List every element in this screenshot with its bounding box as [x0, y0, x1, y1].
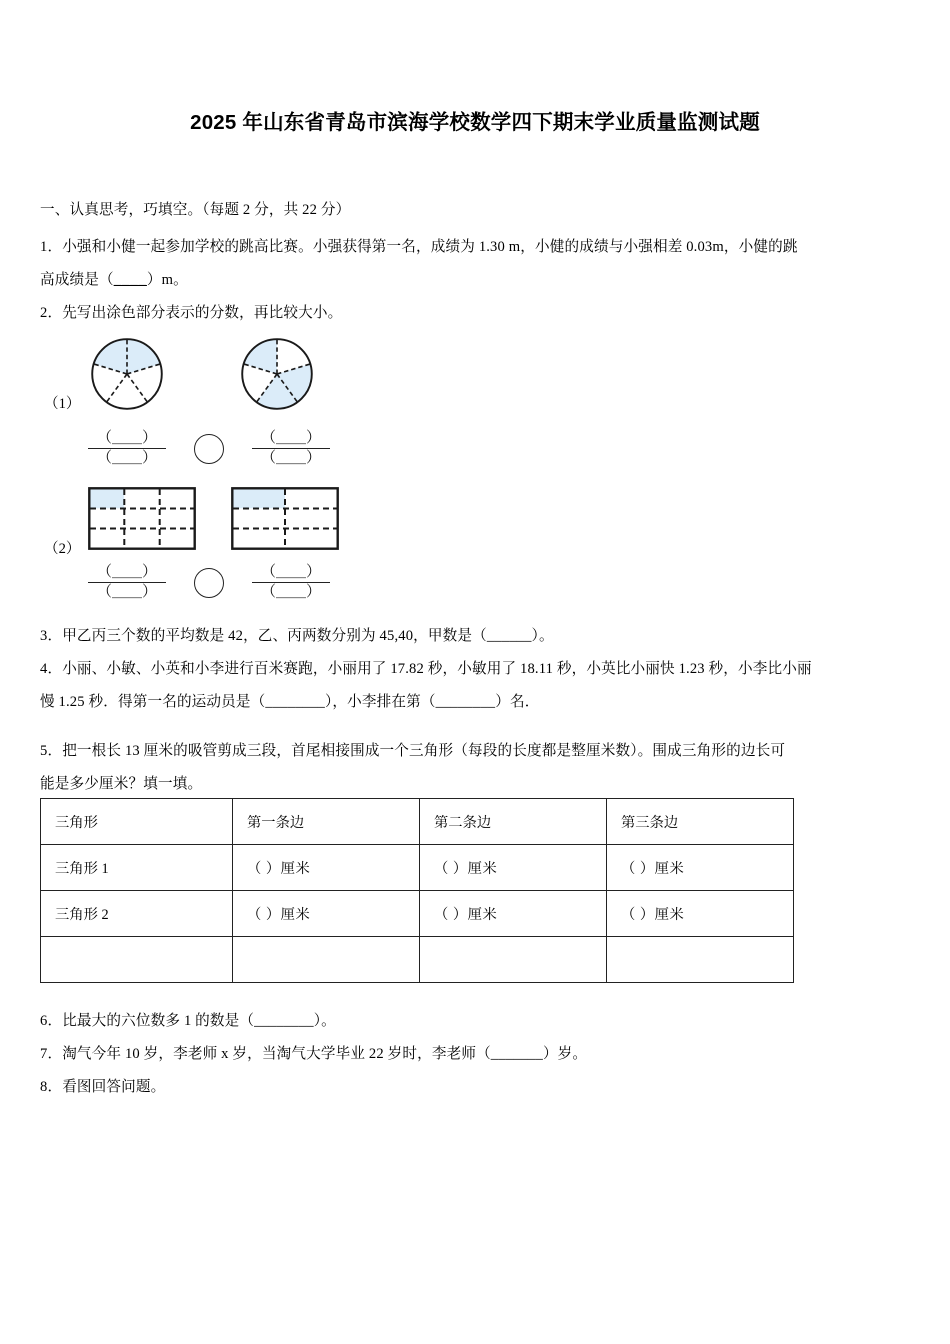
table-row-label: 三角形 2 — [41, 891, 233, 937]
fraction-numerator-blank[interactable]: （＿＿） — [260, 430, 321, 446]
table-cell-answer-blank[interactable]: （ ）厘米 — [420, 891, 607, 937]
table-cell-answer-blank[interactable]: （ ）厘米 — [607, 845, 794, 891]
question-5-line-1: 5．把一根长 13 厘米的吸管剪成三段，首尾相接围成一个三角形（每段的长度都是整厘米数）。围成三角形的边长可 — [40, 743, 786, 759]
table-row-empty — [41, 937, 794, 983]
pie-circle-right-three-fifths-icon — [240, 337, 314, 411]
table-cell-answer-blank[interactable]: （ ）厘米 — [607, 891, 794, 937]
fraction-blank-row1-left[interactable] — [79, 430, 175, 467]
fraction-denominator-blank[interactable]: （＿＿） — [96, 584, 157, 600]
table-row-label[interactable] — [41, 937, 233, 983]
question-1-line-2 — [40, 264, 188, 297]
table-cell-answer-blank[interactable]: （ ）厘米 — [233, 845, 420, 891]
fraction-denominator-blank[interactable]: （＿＿） — [260, 584, 321, 600]
compare-symbol-circle-row2[interactable] — [194, 568, 224, 598]
question-7-line-1: 7．淘气今年 10 岁，李老师 x 岁，当淘气大学毕业 22 岁时，李老师（_______）岁。 — [40, 1046, 588, 1062]
question-1-answer-blank[interactable]: ____ — [113, 272, 147, 288]
pie-circle-left-two-fifths-icon — [90, 337, 164, 411]
page-title: 2025 年山东省青岛市滨海学校数学四下期末学业质量监测试题 — [190, 111, 760, 134]
question-2-subitem-1-label: （1） — [44, 396, 81, 412]
question-2-subitem-2-label: （2） — [44, 541, 81, 557]
table-cell-answer-blank[interactable]: （ ）厘米 — [233, 891, 420, 937]
question-1-line-1: 1．小强和小健一起参加学校的跳高比赛。小强获得第一名，成绩为 1.30 m，小健的成绩与小强相差 0.03m，小健的跳 — [40, 239, 798, 255]
section-heading-fill-in-blanks: 一、认真思考，巧填空。（每题 2 分，共 22 分） — [40, 202, 351, 218]
fraction-bar — [252, 448, 330, 449]
table-header-cell: 三角形 — [41, 799, 233, 845]
table-cell-answer-blank[interactable] — [233, 937, 420, 983]
fraction-bar — [252, 582, 330, 583]
question-3-line-1: 3．甲乙丙三个数的平均数是 42，乙、丙两数分别为 45,40，甲数是（______）。 — [40, 628, 554, 644]
table-cell-answer-blank[interactable]: （ ）厘米 — [420, 845, 607, 891]
compare-symbol-circle-row1[interactable] — [194, 434, 224, 464]
triangle-sides-table — [40, 798, 794, 983]
fraction-bar — [88, 582, 166, 583]
fraction-bar — [88, 448, 166, 449]
fraction-denominator-blank[interactable]: （＿＿） — [260, 450, 321, 466]
table-cell-answer-blank[interactable] — [607, 937, 794, 983]
fraction-numerator-blank[interactable]: （＿＿） — [260, 564, 321, 580]
question-1-text-after-blank: ）m。 — [146, 272, 188, 288]
fraction-numerator-blank[interactable]: （＿＿） — [96, 564, 157, 580]
question-1-text-before-blank: 高成绩是（ — [40, 272, 114, 288]
fraction-denominator-blank[interactable]: （＿＿） — [96, 450, 157, 466]
grid-rect-right-one-sixth-icon — [231, 487, 339, 550]
fraction-blank-row1-right[interactable] — [243, 430, 339, 467]
table-row — [41, 845, 794, 891]
table-header-cell: 第三条边 — [607, 799, 794, 845]
question-8-line-1: 8．看图回答问题。 — [40, 1079, 166, 1095]
table-row-label: 三角形 1 — [41, 845, 233, 891]
table-cell-answer-blank[interactable] — [420, 937, 607, 983]
question-4-line-1: 4．小丽、小敏、小英和小李进行百米赛跑，小丽用了 17.82 秒，小敏用了 18.11 秒，小英比小丽快 1.23 秒，小李比小丽 — [40, 661, 812, 677]
table-row — [41, 891, 794, 937]
question-5-line-2: 能是多少厘米？填一填。 — [40, 776, 203, 792]
grid-rect-left-one-ninth-icon — [88, 487, 196, 550]
fraction-numerator-blank[interactable]: （＿＿） — [96, 430, 157, 446]
question-2-prompt: 2．先写出涂色部分表示的分数，再比较大小。 — [40, 305, 343, 321]
question-6-line-1: 6．比最大的六位数多 1 的数是（________）。 — [40, 1013, 336, 1029]
question-4-line-2: 慢 1.25 秒．得第一名的运动员是（________），小李排在第（________）名． — [40, 694, 540, 710]
fraction-blank-row2-right[interactable] — [243, 564, 339, 601]
fraction-blank-row2-left[interactable] — [79, 564, 175, 601]
table-header-cell: 第一条边 — [233, 799, 420, 845]
table-header-row — [41, 799, 794, 845]
table-header-cell: 第二条边 — [420, 799, 607, 845]
